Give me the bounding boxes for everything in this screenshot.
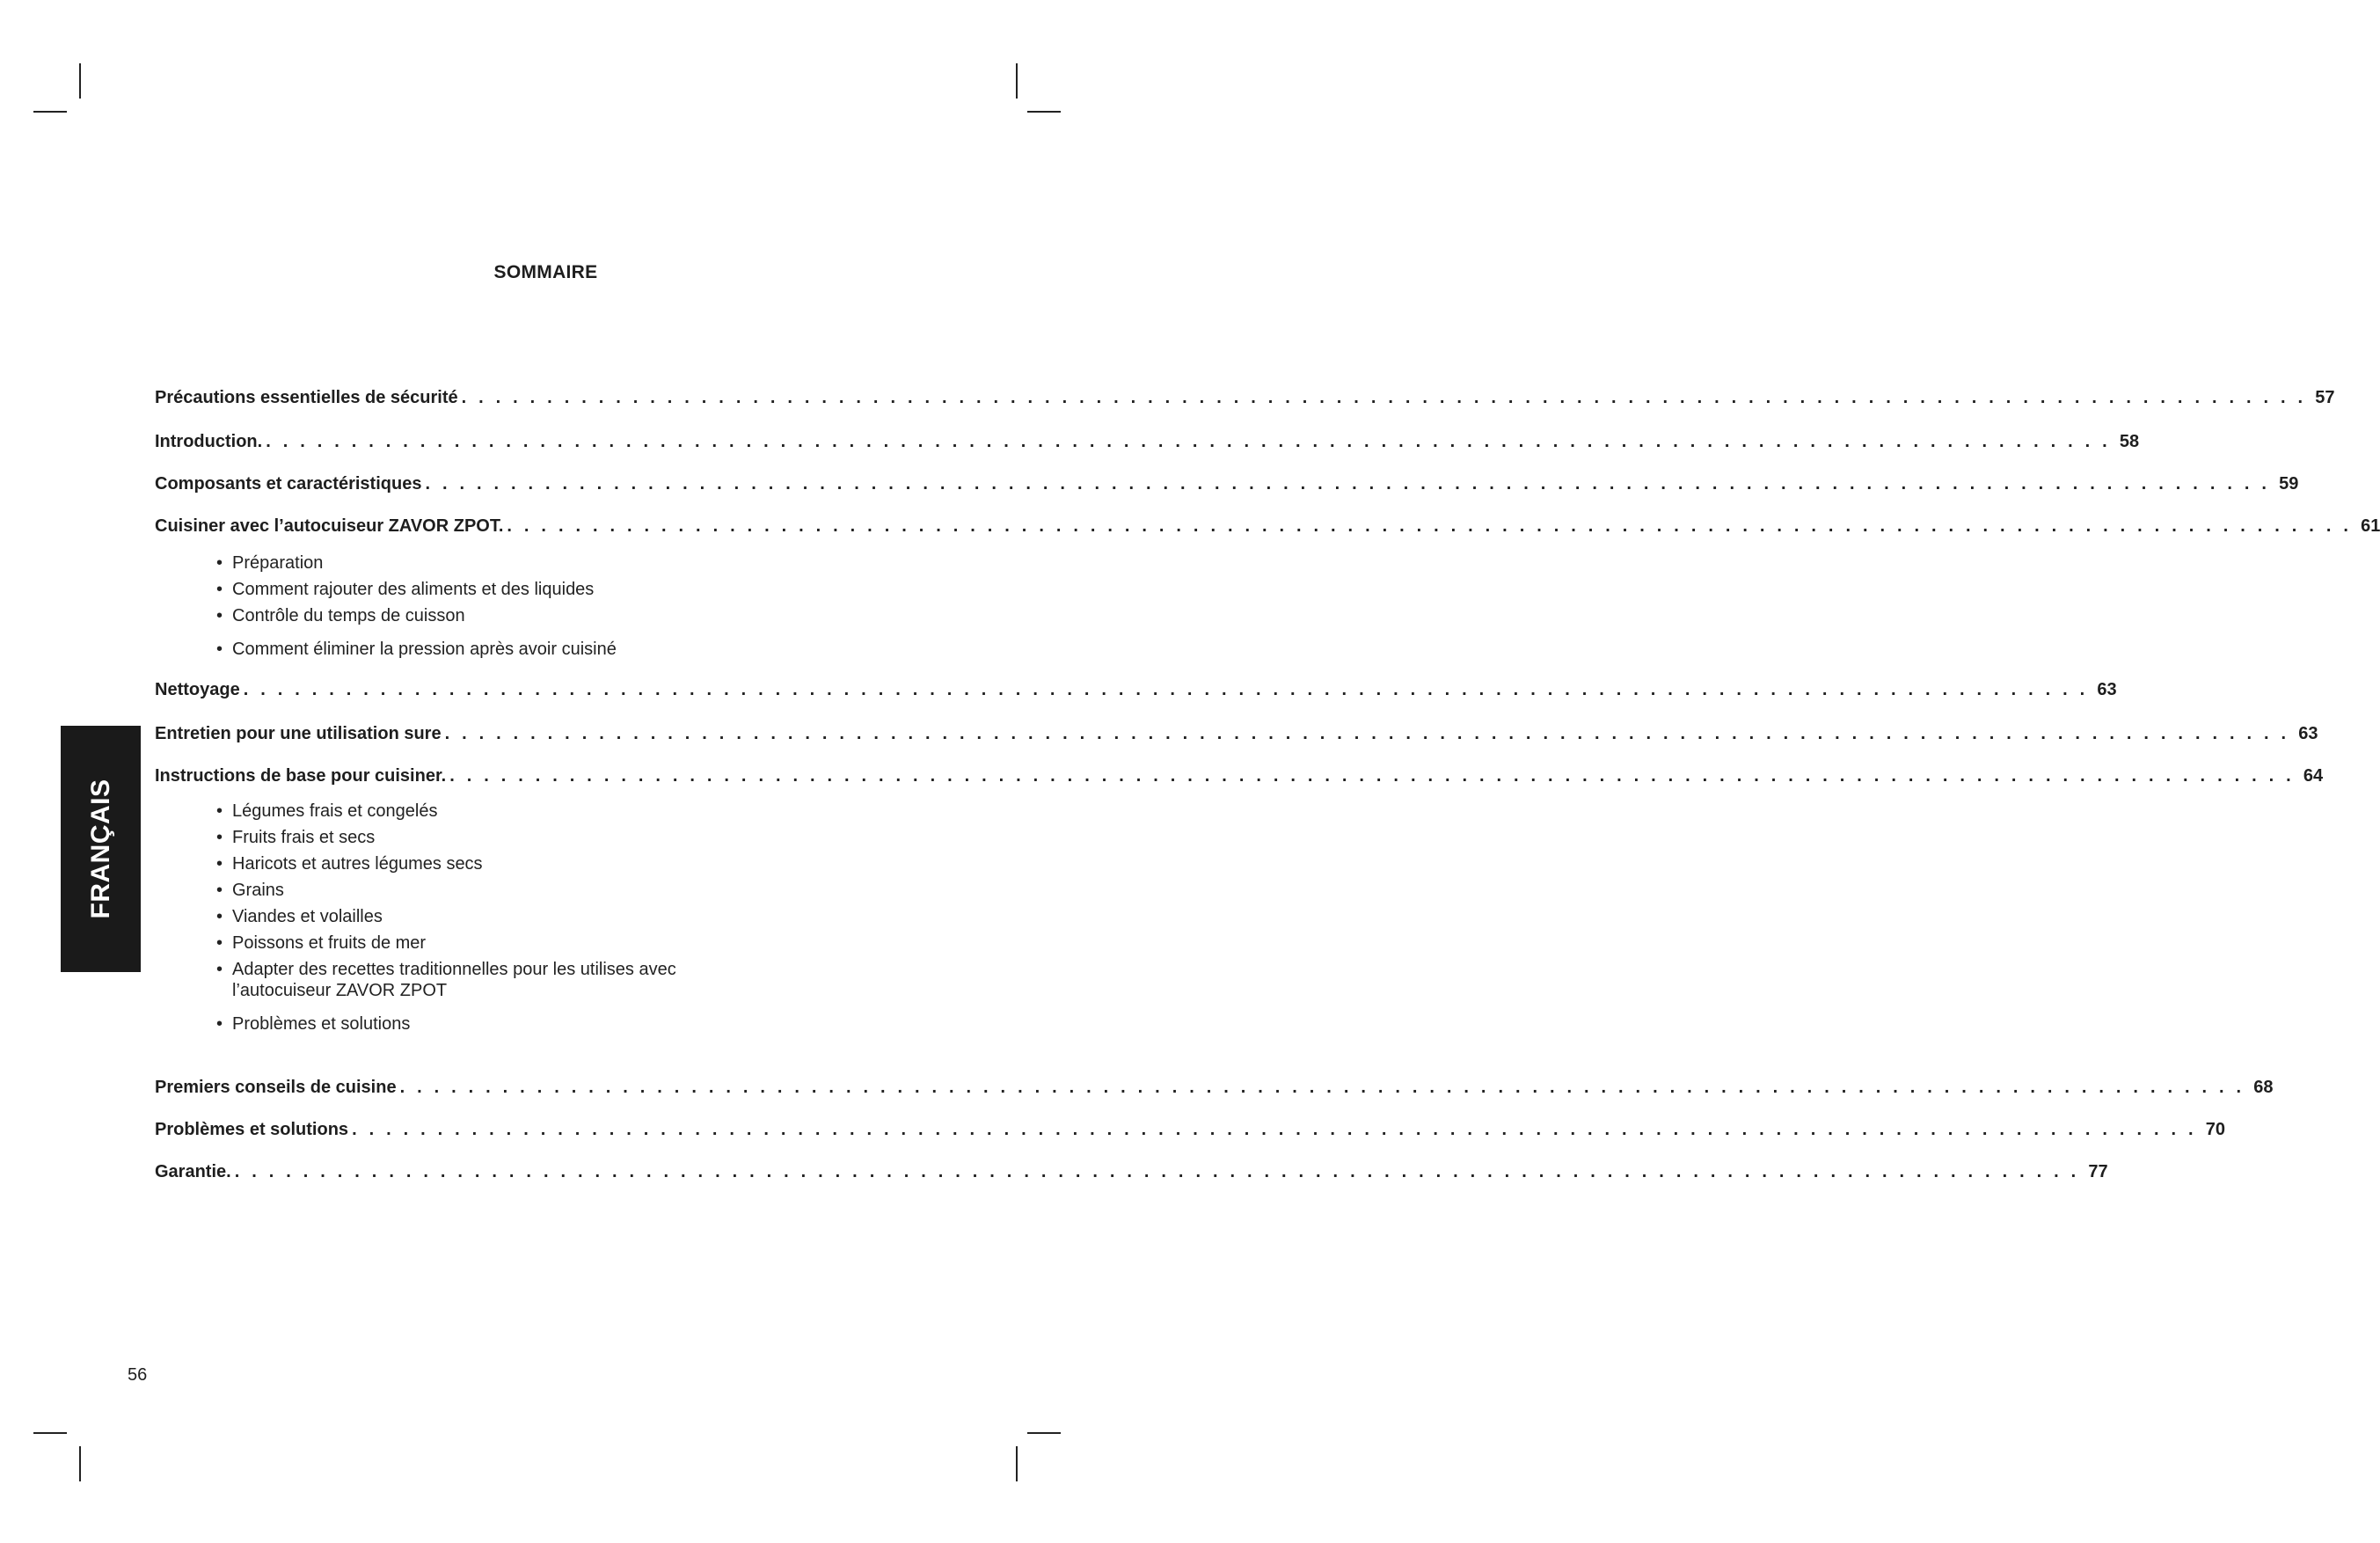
list-item: • Viandes et volailles <box>216 907 383 926</box>
toc-leader: . . . . . . . . . . . . . . . . . . . . . . . . . . . . . . . . . . . . . . . . . . . . . . . . . . . . . . . . . . . . . . . . . . . . . . . . . . . . . . . . . . . . . . . . . . . . . . . . . . . . . . . . . . . . <box>449 766 2295 786</box>
list-item: • Grains <box>216 881 284 900</box>
toc-leader: . . . . . . . . . . . . . . . . . . . . . . . . . . . . . . . . . . . . . . . . . . . . . . . . . . . . . . . . . . . . . . . . . . . . . . . . . . . . . . . . . . . . . . . . . . . . . . . . . . . . . . . . . . . . <box>234 1162 2080 1181</box>
crop-mark <box>79 1446 81 1481</box>
toc-page: 68 <box>2253 1078 2274 1097</box>
toc-page: 59 <box>2279 474 2299 494</box>
list-item: • Préparation <box>216 553 324 573</box>
toc-entry[interactable] <box>155 1162 2108 1188</box>
toc-label: Introduction. <box>155 432 263 451</box>
toc-page: 64 <box>2303 766 2324 786</box>
crop-mark <box>33 111 67 113</box>
crop-mark <box>1016 1446 1018 1481</box>
toc-label: Composants et caractéristiques <box>155 474 422 494</box>
crop-mark <box>1016 63 1018 99</box>
toc-page: 63 <box>2298 724 2318 743</box>
toc-page: 63 <box>2097 680 2117 699</box>
list-item: • Comment rajouter des aliments et des liquides <box>216 580 595 599</box>
toc-label: Précautions essentielles de sécurité <box>155 388 458 407</box>
page-number: 56 <box>128 1365 148 1385</box>
list-item: • Légumes frais et congelés <box>216 801 438 821</box>
toc-leader: . . . . . . . . . . . . . . . . . . . . . . . . . . . . . . . . . . . . . . . . . . . . . . . . . . . . . . . . . . . . . . . . . . . . . . . . . . . . . . . . . . . . . . . . . . . . . . . . . . . . . . . . . . . . <box>266 432 2111 451</box>
toc-label: Premiers conseils de cuisine <box>155 1078 397 1097</box>
toc-page: 61 <box>2361 516 2380 536</box>
toc-label: Nettoyage <box>155 680 240 699</box>
toc-leader: . . . . . . . . . . . . . . . . . . . . . . . . . . . . . . . . . . . . . . . . . . . . . . . . . . . . . . . . . . . . . . . . . . . . . . . . . . . . . . . . . . . . . . . . . . . . . . . . . . . . . . . . . . . . <box>461 388 2307 407</box>
list-item: • Contrôle du temps de cuisson <box>216 606 465 625</box>
toc-entry[interactable] <box>155 474 2299 501</box>
list-item: • Haricots et autres légumes secs <box>216 854 483 874</box>
toc-leader: . . . . . . . . . . . . . . . . . . . . . . . . . . . . . . . . . . . . . . . . . . . . . . . . . . . . . . . . . . . . . . . . . . . . . . . . . . . . . . . . . . . . . . . . . . . . . . . . . . . . . . . . . . . . <box>352 1120 2197 1139</box>
toc-page: 57 <box>2315 388 2335 407</box>
toc-label: Instructions de base pour cuisiner. <box>155 766 447 786</box>
toc-entry[interactable] <box>155 766 2324 793</box>
toc-label: Garantie. <box>155 1162 231 1181</box>
toc-label: Problèmes et solutions <box>155 1120 349 1139</box>
toc-entry[interactable] <box>155 724 2318 750</box>
toc-leader: . . . . . . . . . . . . . . . . . . . . . . . . . . . . . . . . . . . . . . . . . . . . . . . . . . . . . . . . . . . . . . . . . . . . . . . . . . . . . . . . . . . . . . . . . . . . . . . . . . . . . . . . . . . . <box>243 680 2089 699</box>
toc-entry[interactable] <box>155 388 2335 414</box>
toc-entry[interactable] <box>155 1078 2274 1104</box>
toc-leader: . . . . . . . . . . . . . . . . . . . . . . . . . . . . . . . . . . . . . . . . . . . . . . . . . . . . . . . . . . . . . . . . . . . . . . . . . . . . . . . . . . . . . . . . . . . . . . . . . . . . . . . . . . . . <box>507 516 2353 536</box>
toc-entry[interactable] <box>155 1120 2225 1146</box>
crop-mark <box>79 63 81 99</box>
toc-page: 77 <box>2088 1162 2108 1181</box>
toc-entry[interactable] <box>155 516 2380 543</box>
list-item: • Adapter des recettes traditionnelles pour les utilises avec l’autocuiseur ZAVOR ZPOT <box>216 960 676 1000</box>
list-item: • Poissons et fruits de mer <box>216 933 427 953</box>
toc-leader: . . . . . . . . . . . . . . . . . . . . . . . . . . . . . . . . . . . . . . . . . . . . . . . . . . . . . . . . . . . . . . . . . . . . . . . . . . . . . . . . . . . . . . . . . . . . . . . . . . . . . . . . . . . . <box>399 1078 2245 1097</box>
toc-label: Entretien pour une utilisation sure <box>155 724 442 743</box>
list-item: • Comment éliminer la pression après avoir cuisiné <box>216 640 617 659</box>
toc-leader: . . . . . . . . . . . . . . . . . . . . . . . . . . . . . . . . . . . . . . . . . . . . . . . . . . . . . . . . . . . . . . . . . . . . . . . . . . . . . . . . . . . . . . . . . . . . . . . . . . . . . . . . . . . . <box>425 474 2271 494</box>
language-tab <box>61 726 141 972</box>
page-title: SOMMAIRE <box>493 262 598 282</box>
list-item: • Fruits frais et secs <box>216 828 376 847</box>
toc-page: 70 <box>2205 1120 2225 1139</box>
toc-entry[interactable] <box>155 432 2140 458</box>
crop-mark <box>1027 1432 1061 1434</box>
toc-page: 58 <box>2119 432 2140 451</box>
list-item: • Problèmes et solutions <box>216 1014 411 1034</box>
toc-label: Cuisiner avec l’autocuiseur ZAVOR ZPOT. <box>155 516 504 536</box>
language-tab-label: FRANÇAIS <box>85 779 115 919</box>
toc-entry[interactable] <box>155 680 2117 706</box>
crop-mark <box>33 1432 67 1434</box>
toc-leader: . . . . . . . . . . . . . . . . . . . . . . . . . . . . . . . . . . . . . . . . . . . . . . . . . . . . . . . . . . . . . . . . . . . . . . . . . . . . . . . . . . . . . . . . . . . . . . . . . . . . . . . . . . . . <box>444 724 2290 743</box>
list-item-continuation: l’autocuiseur ZAVOR ZPOT <box>232 981 448 1000</box>
crop-mark <box>1027 111 1061 113</box>
